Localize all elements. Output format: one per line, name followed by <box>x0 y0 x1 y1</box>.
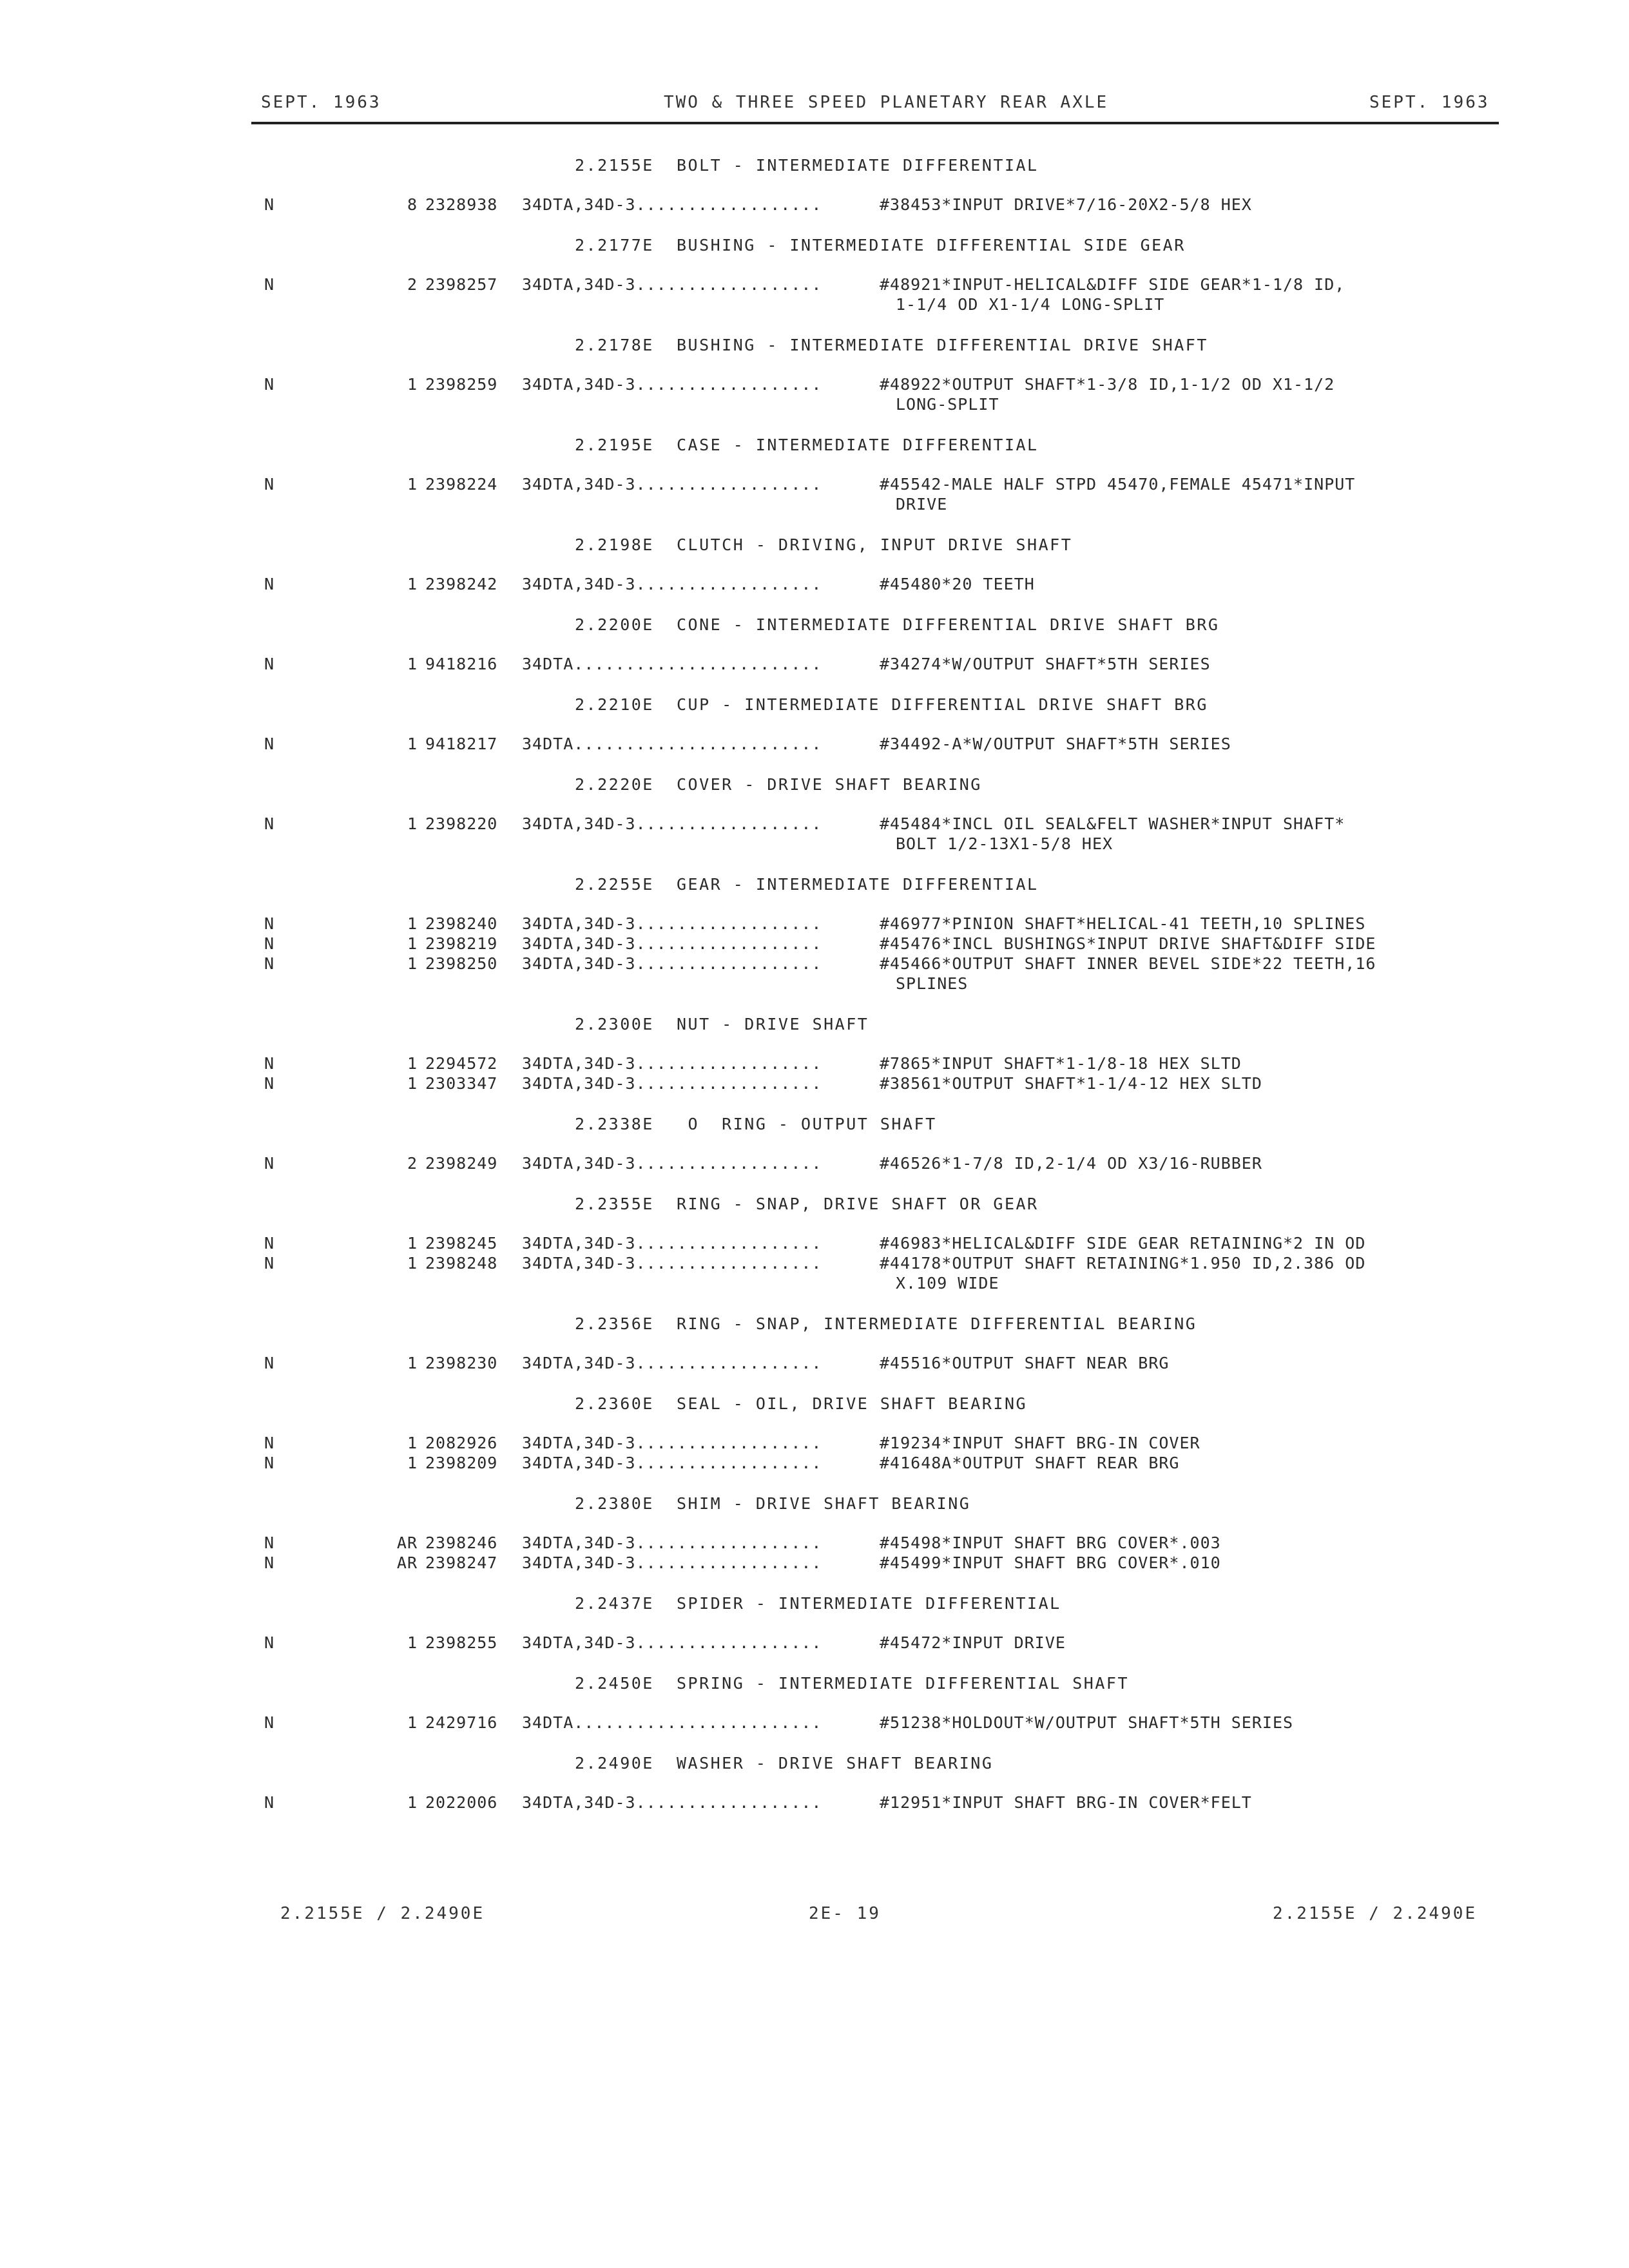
part-flag: N <box>264 575 275 593</box>
part-number: 2398255 <box>425 1633 498 1652</box>
part-flag: N <box>264 1354 275 1372</box>
part-reference: #12951*INPUT SHAFT BRG-IN COVER*FELT <box>880 1793 1252 1812</box>
part-row <box>0 1633 1629 1654</box>
part-row <box>0 1354 1629 1374</box>
part-number: 2398242 <box>425 575 498 593</box>
part-models: 34DTA........................ <box>522 655 822 673</box>
part-row <box>0 475 1629 495</box>
part-quantity: 1 <box>407 1434 418 1452</box>
part-flag: N <box>264 934 275 953</box>
part-models: 34DTA,34D-3.................. <box>522 1254 822 1273</box>
part-number: 2082926 <box>425 1434 498 1452</box>
part-description-continued: 1-1/4 OD X1-1/4 LONG-SPLIT <box>896 295 1165 314</box>
part-number: 2398219 <box>425 934 498 953</box>
part-models: 34DTA,34D-3.................. <box>522 1354 822 1372</box>
part-number: 2398250 <box>425 954 498 973</box>
part-quantity: 1 <box>407 575 418 593</box>
part-quantity: 2 <box>407 1154 418 1173</box>
part-flag: N <box>264 655 275 673</box>
footer-page-number: 2E- 19 <box>809 1904 881 1923</box>
section-heading: 2.2356E RING - SNAP, INTERMEDIATE DIFFERENTIAL BEARING <box>575 1314 1197 1333</box>
part-row <box>0 1074 1629 1095</box>
part-reference: #45472*INPUT DRIVE <box>880 1633 1066 1652</box>
section-heading: 2.2220E COVER - DRIVE SHAFT BEARING <box>575 775 982 794</box>
part-models: 34DTA,34D-3.................. <box>522 1154 822 1173</box>
section-heading: 2.2338E O RING - OUTPUT SHAFT <box>575 1115 937 1133</box>
part-number: 9418216 <box>425 655 498 673</box>
part-reference: #41648A*OUTPUT SHAFT REAR BRG <box>880 1454 1180 1472</box>
part-reference: #45542-MALE HALF STPD 45470,FEMALE 45471*INPUT <box>880 475 1356 494</box>
part-row <box>0 575 1629 595</box>
part-number: 2398246 <box>425 1533 498 1552</box>
section-heading: 2.2300E NUT - DRIVE SHAFT <box>575 1015 869 1033</box>
part-number: 2294572 <box>425 1054 498 1073</box>
part-number: 2022006 <box>425 1793 498 1812</box>
part-flag: N <box>264 954 275 973</box>
part-row <box>0 1454 1629 1474</box>
section-heading: 2.2490E WASHER - DRIVE SHAFT BEARING <box>575 1754 994 1773</box>
part-reference: #38561*OUTPUT SHAFT*1-1/4-12 HEX SLTD <box>880 1074 1262 1093</box>
header-right: SEPT. 1963 <box>1369 93 1490 112</box>
section-heading: 2.2177E BUSHING - INTERMEDIATE DIFFERENTIAL SIDE GEAR <box>575 236 1186 255</box>
part-reference: #45466*OUTPUT SHAFT INNER BEVEL SIDE*22 TEETH,16 <box>880 954 1376 973</box>
part-models: 34DTA,34D-3.................. <box>522 1533 822 1552</box>
header-title: TWO & THREE SPEED PLANETARY REAR AXLE <box>664 93 1109 112</box>
part-row <box>0 1553 1629 1574</box>
part-reference: #45480*20 TEETH <box>880 575 1035 593</box>
part-row <box>0 1154 1629 1175</box>
part-models: 34DTA,34D-3.................. <box>522 195 822 214</box>
part-flag: N <box>264 1793 275 1812</box>
part-models: 34DTA,34D-3.................. <box>522 575 822 593</box>
part-number: 2398220 <box>425 814 498 833</box>
part-flag: N <box>264 475 275 494</box>
part-models: 34DTA,34D-3.................. <box>522 475 822 494</box>
part-models: 34DTA,34D-3.................. <box>522 1074 822 1093</box>
part-reference: #46983*HELICAL&DIFF SIDE GEAR RETAINING*2 IN OD <box>880 1234 1366 1253</box>
part-number: 2398230 <box>425 1354 498 1372</box>
part-flag: N <box>264 1533 275 1552</box>
part-models: 34DTA,34D-3.................. <box>522 934 822 953</box>
part-quantity: 1 <box>407 954 418 973</box>
section-heading: 2.2437E SPIDER - INTERMEDIATE DIFFERENTIAL <box>575 1594 1061 1613</box>
part-number: 2398248 <box>425 1254 498 1273</box>
part-number: 2303347 <box>425 1074 498 1093</box>
part-models: 34DTA,34D-3.................. <box>522 954 822 973</box>
part-row <box>0 1054 1629 1075</box>
part-number: 2398209 <box>425 1454 498 1472</box>
part-reference: #45476*INCL BUSHINGS*INPUT DRIVE SHAFT&DIFF SIDE <box>880 934 1376 953</box>
part-number: 2328938 <box>425 195 498 214</box>
part-description-continued: DRIVE <box>896 495 948 514</box>
section-heading: 2.2255E GEAR - INTERMEDIATE DIFFERENTIAL <box>575 875 1039 894</box>
part-reference: #48921*INPUT-HELICAL&DIFF SIDE GEAR*1-1/8 ID, <box>880 275 1345 294</box>
part-models: 34DTA,34D-3.................. <box>522 1633 822 1652</box>
part-row <box>0 934 1629 955</box>
part-models: 34DTA........................ <box>522 735 822 753</box>
part-models: 34DTA,34D-3.................. <box>522 1234 822 1253</box>
part-row <box>0 1793 1629 1814</box>
part-number: 2429716 <box>425 1713 498 1732</box>
part-number: 9418217 <box>425 735 498 753</box>
part-row <box>0 1533 1629 1554</box>
section-heading: 2.2155E BOLT - INTERMEDIATE DIFFERENTIAL <box>575 156 1039 175</box>
part-quantity: 1 <box>407 814 418 833</box>
footer-left: 2.2155E / 2.2490E <box>280 1904 485 1923</box>
part-flag: N <box>264 1254 275 1273</box>
part-reference: #44178*OUTPUT SHAFT RETAINING*1.950 ID,2.386 OD <box>880 1254 1366 1273</box>
part-row <box>0 375 1629 396</box>
part-quantity: 1 <box>407 1074 418 1093</box>
section-heading: 2.2198E CLUTCH - DRIVING, INPUT DRIVE SHAFT <box>575 535 1073 554</box>
part-reference: #45484*INCL OIL SEAL&FELT WASHER*INPUT SHAFT* <box>880 814 1345 833</box>
part-models: 34DTA,34D-3.................. <box>522 375 822 394</box>
part-reference: #34274*W/OUTPUT SHAFT*5TH SERIES <box>880 655 1211 673</box>
part-row <box>0 814 1629 835</box>
part-row <box>0 275 1629 296</box>
part-flag: N <box>264 1633 275 1652</box>
part-quantity: 1 <box>407 475 418 494</box>
part-quantity: 2 <box>407 275 418 294</box>
part-models: 34DTA,34D-3.................. <box>522 814 822 833</box>
part-reference: #51238*HOLDOUT*W/OUTPUT SHAFT*5TH SERIES <box>880 1713 1294 1732</box>
part-reference: #45498*INPUT SHAFT BRG COVER*.003 <box>880 1533 1221 1552</box>
part-quantity: 1 <box>407 1633 418 1652</box>
part-quantity: 1 <box>407 1454 418 1472</box>
part-description-continued: BOLT 1/2-13X1-5/8 HEX <box>896 834 1113 853</box>
part-quantity: 1 <box>407 1354 418 1372</box>
part-quantity: 1 <box>407 1713 418 1732</box>
part-row <box>0 1254 1629 1274</box>
part-flag: N <box>264 914 275 933</box>
part-row <box>0 1713 1629 1734</box>
part-quantity: 1 <box>407 735 418 753</box>
part-row <box>0 655 1629 675</box>
section-heading: 2.2200E CONE - INTERMEDIATE DIFFERENTIAL DRIVE SHAFT BRG <box>575 615 1220 634</box>
part-reference: #46977*PINION SHAFT*HELICAL-41 TEETH,10 SPLINES <box>880 914 1366 933</box>
part-quantity: AR <box>396 1553 418 1572</box>
part-flag: N <box>264 275 275 294</box>
part-models: 34DTA........................ <box>522 1713 822 1732</box>
part-models: 34DTA,34D-3.................. <box>522 1454 822 1472</box>
section-heading: 2.2355E RING - SNAP, DRIVE SHAFT OR GEAR <box>575 1195 1039 1213</box>
part-row <box>0 1434 1629 1454</box>
part-quantity: 1 <box>407 375 418 394</box>
part-row <box>0 954 1629 975</box>
part-quantity: 1 <box>407 934 418 953</box>
part-flag: N <box>264 814 275 833</box>
section-heading: 2.2450E SPRING - INTERMEDIATE DIFFERENTIAL SHAFT <box>575 1674 1130 1693</box>
section-heading: 2.2380E SHIM - DRIVE SHAFT BEARING <box>575 1494 971 1513</box>
part-number: 2398224 <box>425 475 498 494</box>
part-row <box>0 914 1629 935</box>
part-flag: N <box>264 735 275 753</box>
part-flag: N <box>264 1074 275 1093</box>
part-description-continued: X.109 WIDE <box>896 1274 999 1293</box>
part-number: 2398245 <box>425 1234 498 1253</box>
part-number: 2398257 <box>425 275 498 294</box>
part-flag: N <box>264 375 275 394</box>
part-reference: #45499*INPUT SHAFT BRG COVER*.010 <box>880 1553 1221 1572</box>
part-reference: #7865*INPUT SHAFT*1-1/8-18 HEX SLTD <box>880 1054 1242 1073</box>
part-quantity: 1 <box>407 1054 418 1073</box>
part-flag: N <box>264 1454 275 1472</box>
part-number: 2398249 <box>425 1154 498 1173</box>
section-heading: 2.2178E BUSHING - INTERMEDIATE DIFFERENTIAL DRIVE SHAFT <box>575 336 1208 354</box>
part-reference: #45516*OUTPUT SHAFT NEAR BRG <box>880 1354 1170 1372</box>
part-quantity: 1 <box>407 1254 418 1273</box>
part-reference: #34492-A*W/OUTPUT SHAFT*5TH SERIES <box>880 735 1231 753</box>
part-models: 34DTA,34D-3.................. <box>522 1054 822 1073</box>
part-flag: N <box>264 1713 275 1732</box>
part-quantity: 1 <box>407 1234 418 1253</box>
part-reference: #19234*INPUT SHAFT BRG-IN COVER <box>880 1434 1200 1452</box>
section-heading: 2.2210E CUP - INTERMEDIATE DIFFERENTIAL DRIVE SHAFT BRG <box>575 695 1208 714</box>
part-flag: N <box>264 1434 275 1452</box>
part-quantity: AR <box>396 1533 418 1552</box>
part-row <box>0 735 1629 755</box>
part-reference: #48922*OUTPUT SHAFT*1-3/8 ID,1-1/2 OD X1-1/2 <box>880 375 1335 394</box>
part-models: 34DTA,34D-3.................. <box>522 1553 822 1572</box>
part-number: 2398247 <box>425 1553 498 1572</box>
part-flag: N <box>264 1553 275 1572</box>
part-flag: N <box>264 1054 275 1073</box>
part-models: 34DTA,34D-3.................. <box>522 914 822 933</box>
section-heading: 2.2195E CASE - INTERMEDIATE DIFFERENTIAL <box>575 436 1039 454</box>
section-heading: 2.2360E SEAL - OIL, DRIVE SHAFT BEARING <box>575 1394 1028 1413</box>
part-quantity: 1 <box>407 914 418 933</box>
part-reference: #38453*INPUT DRIVE*7/16-20X2-5/8 HEX <box>880 195 1252 214</box>
part-flag: N <box>264 1234 275 1253</box>
part-flag: N <box>264 195 275 214</box>
part-number: 2398240 <box>425 914 498 933</box>
part-quantity: 8 <box>407 195 418 214</box>
header-rule <box>251 122 1499 124</box>
part-reference: #46526*1-7/8 ID,2-1/4 OD X3/16-RUBBER <box>880 1154 1262 1173</box>
part-row <box>0 1234 1629 1254</box>
part-description-continued: LONG-SPLIT <box>896 395 999 414</box>
part-models: 34DTA,34D-3.................. <box>522 1793 822 1812</box>
part-models: 34DTA,34D-3.................. <box>522 275 822 294</box>
part-quantity: 1 <box>407 655 418 673</box>
part-models: 34DTA,34D-3.................. <box>522 1434 822 1452</box>
header-left: SEPT. 1963 <box>261 93 381 112</box>
part-quantity: 1 <box>407 1793 418 1812</box>
part-flag: N <box>264 1154 275 1173</box>
part-description-continued: SPLINES <box>896 974 969 993</box>
footer-right: 2.2155E / 2.2490E <box>1273 1904 1478 1923</box>
part-number: 2398259 <box>425 375 498 394</box>
part-row <box>0 195 1629 216</box>
